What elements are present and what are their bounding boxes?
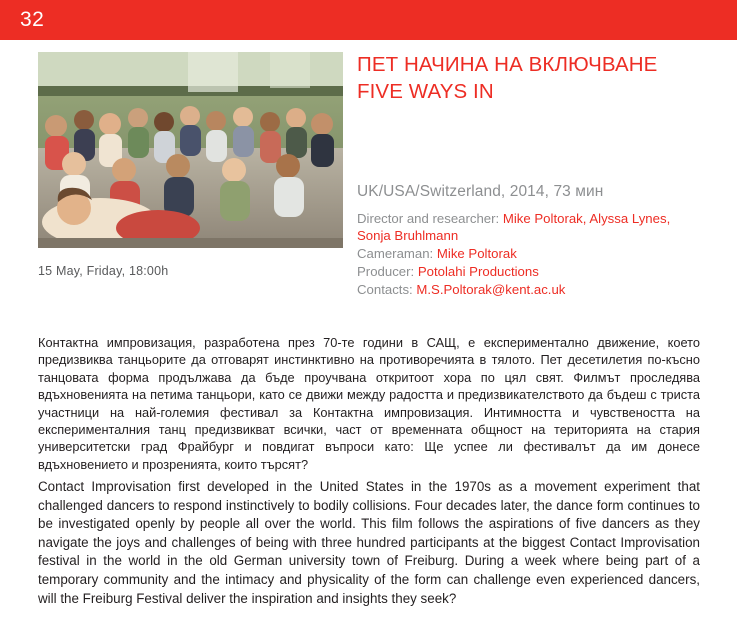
page-number: 32 bbox=[20, 8, 45, 31]
credit-producer-label: Producer: bbox=[357, 264, 415, 279]
synopsis-bulgarian: Контактна импровизация, разработена през 70-те години в САЩ, е експериментално движение, което предизвиква танцьорите да отговарят инстинктивно на противоречията в тялото. Пет десетилетия по-късно танцовата форма продължава да бъде проучвана откритоот хора по цял свят. Филмът проследява вдъхновенията на петима танцьори, като се движи между радостта и предизвикателството да бъдеш с триста участници на най-големия фестивал за Контактна импровизация. Интимността и чувствеността на експерименталния танц предизвикват всички, част от временната общност на територията на стария университетски град Фрайбург и повдигат въпроси като: Ще успее ли фестивалът да им донесе вдъхновението и прозренията, които търсят? bbox=[38, 335, 700, 472]
screening-datetime: 15 May, Friday, 18:00h bbox=[38, 264, 169, 278]
film-title-block bbox=[357, 52, 702, 104]
film-still-photo bbox=[38, 52, 343, 248]
credit-producer bbox=[357, 263, 707, 280]
credit-director-label: Director and researcher: bbox=[357, 211, 500, 226]
credit-contacts-label: Contacts: bbox=[357, 282, 413, 297]
photo-illustration bbox=[38, 52, 343, 248]
credit-cameraman-label: Cameraman: bbox=[357, 246, 434, 261]
credit-contacts bbox=[357, 281, 707, 298]
credit-director bbox=[357, 210, 707, 244]
country-year-duration: UK/USA/Switzerland, 2014, 73 мин bbox=[357, 183, 604, 200]
film-title-english: FIVE WAYS IN bbox=[357, 80, 494, 103]
synopsis-english: Contact Improvisation first developed in the United States in the 1970s as a movement experiment that challenged dancers to respond instinctively to bodily collisions. Four decades later, the dance form continues to be investigated openly by people all over the world. This film follows the aspirations of five dancers as they navigate the joys and challenges of being with three hundred participants at the biggest Contact Improvisation festival in the world in the old German university town of Freiburg. During a week where being part of a temporary community and the intimacy and physicality of the form can challenge even experienced dancers, will the Freiburg Festival deliver the inspiration and insights they seek? bbox=[38, 479, 700, 606]
credit-producer-value: Potolahi Productions bbox=[417, 264, 539, 279]
credit-cameraman bbox=[357, 245, 707, 262]
film-title-bulgarian: ПЕТ НАЧИНА НА ВКЛЮЧВАНЕ bbox=[357, 53, 658, 76]
film-credits bbox=[357, 183, 707, 299]
credit-director-value: Mike Poltorak, Alyssa Lynes, Sonja Bruhlmann bbox=[357, 211, 671, 243]
credit-cameraman-value: Mike Poltorak bbox=[436, 246, 517, 261]
credit-contacts-value[interactable]: M.S.Poltorak@kent.ac.uk bbox=[416, 282, 566, 297]
page-header-band bbox=[0, 0, 737, 40]
